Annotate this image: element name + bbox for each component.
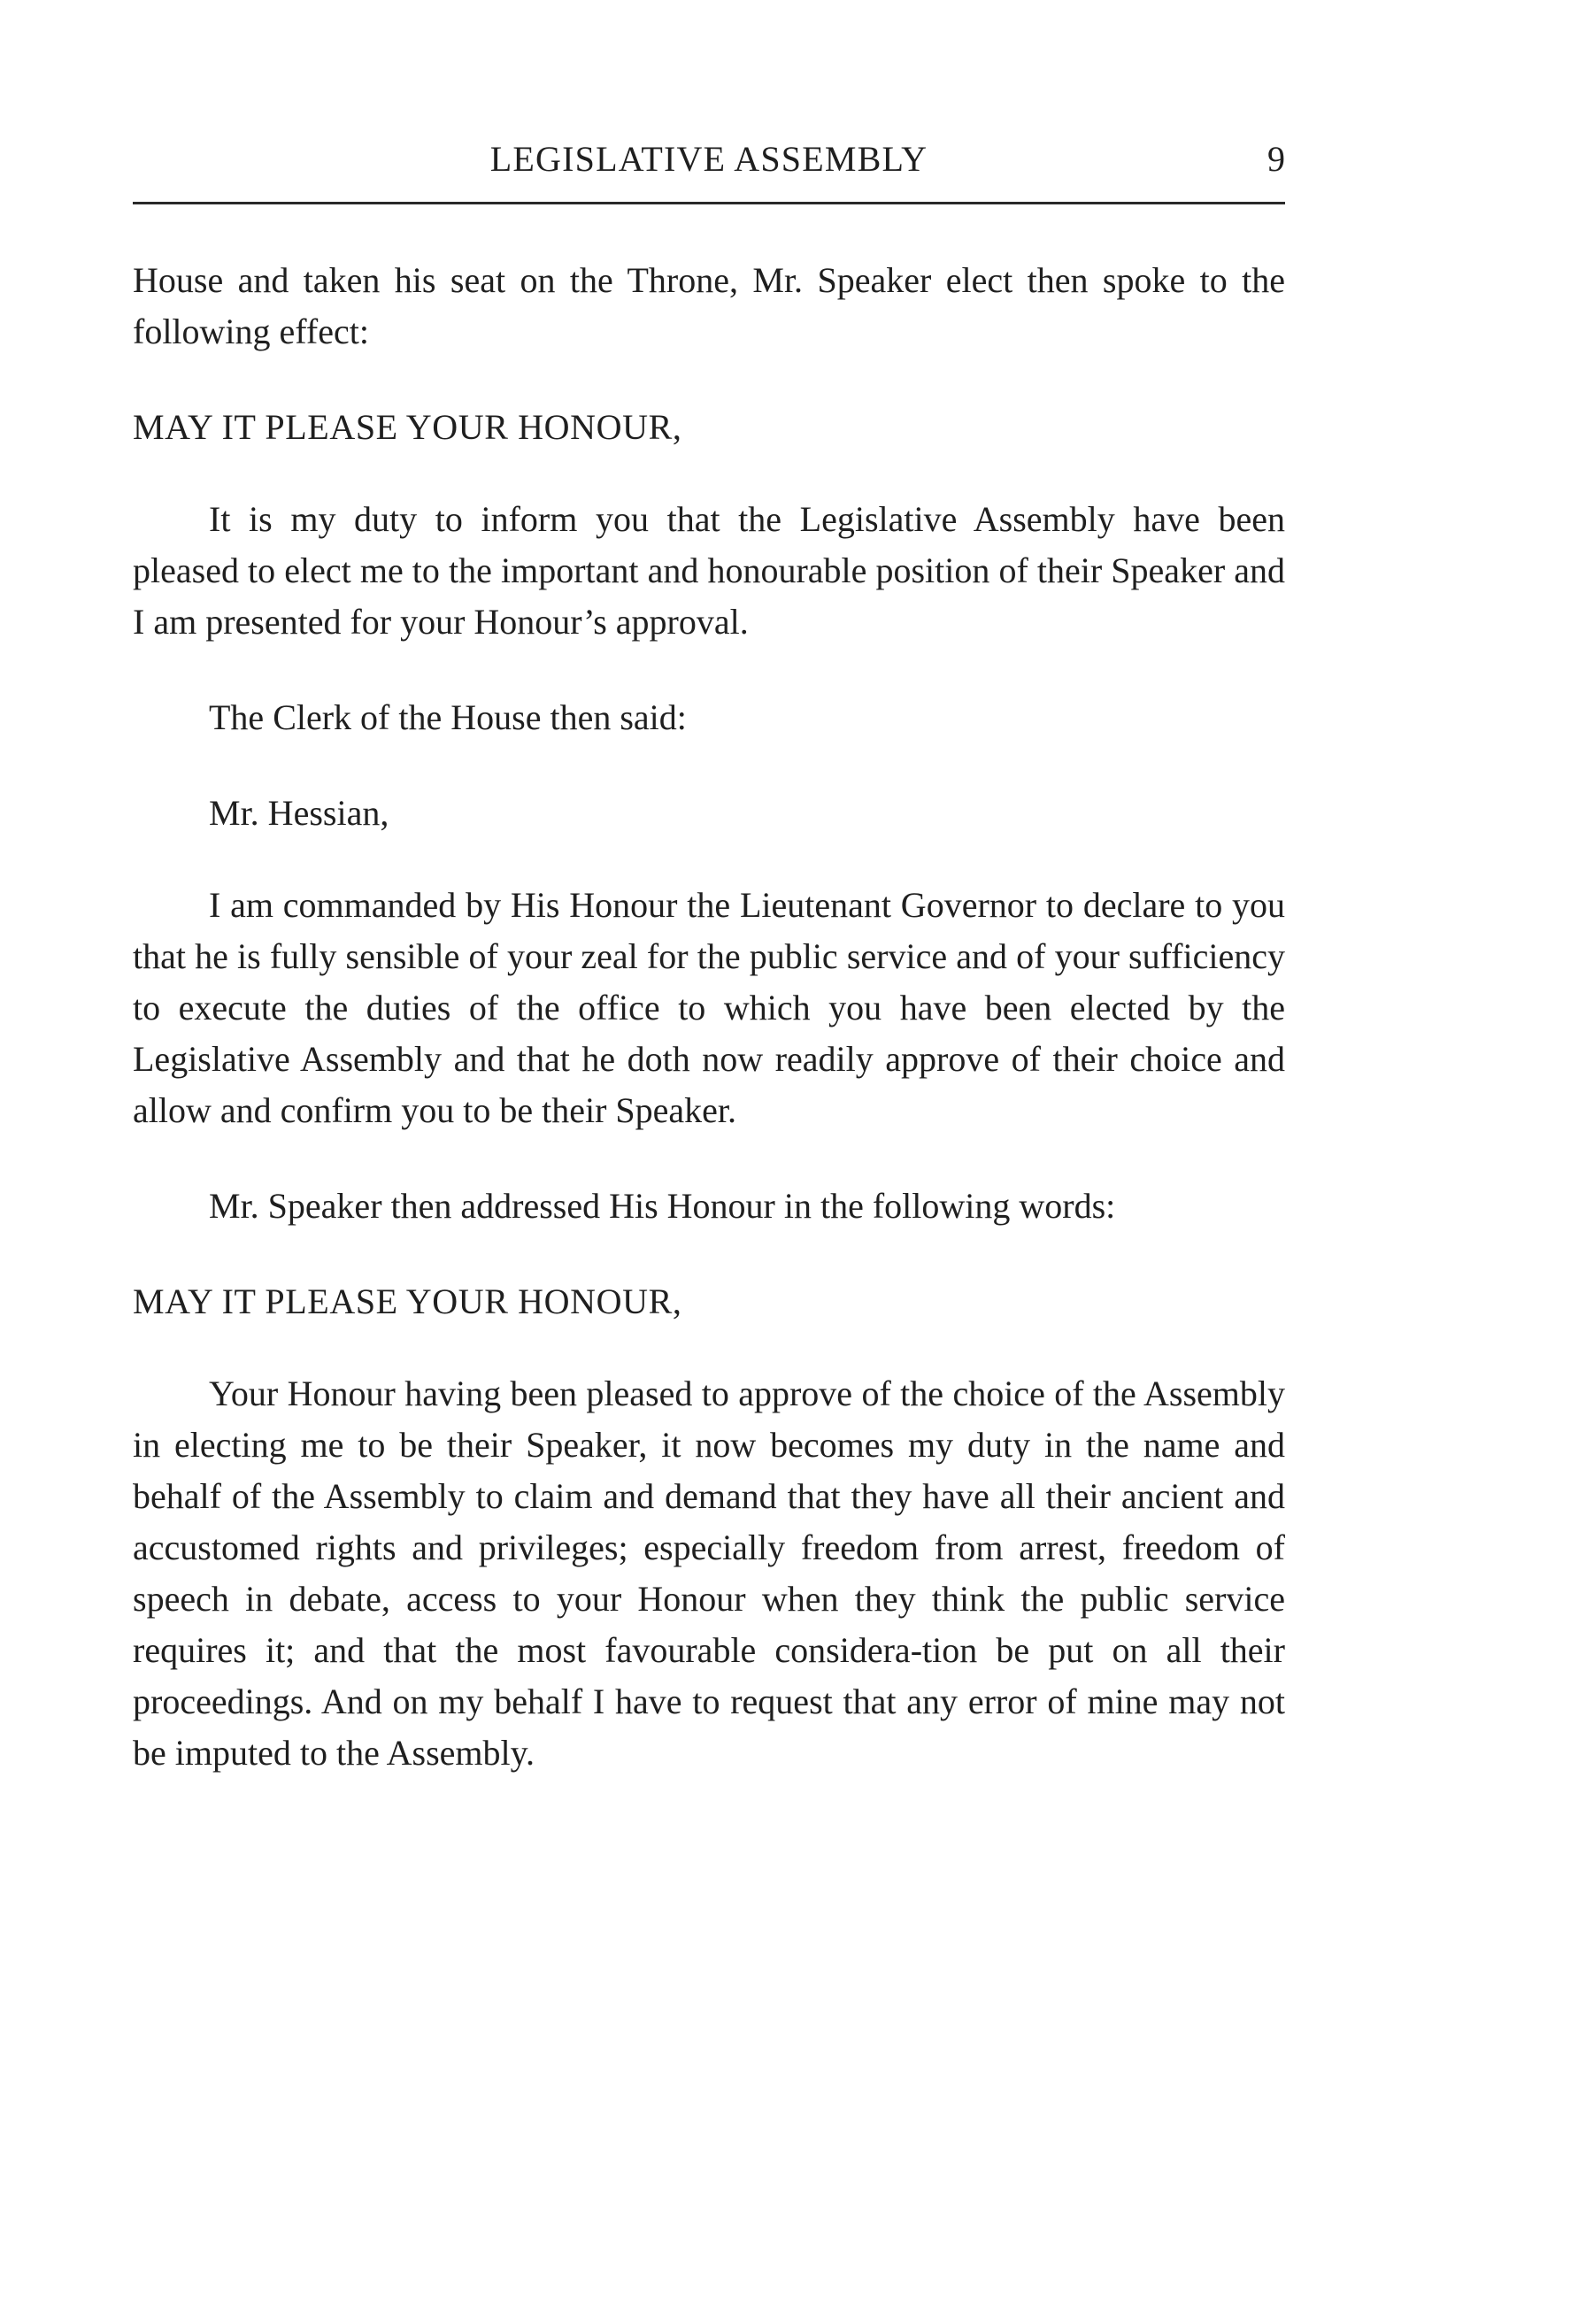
running-title: LEGISLATIVE ASSEMBLY bbox=[489, 139, 928, 179]
paragraph-continuation: House and taken his seat on the Throne, Mr. Speaker elect then spoke to the following effect: bbox=[133, 260, 1285, 351]
paragraph-clerk-said: The Clerk of the House then said: bbox=[209, 697, 687, 737]
salutation-2: MAY IT PLEASE YOUR HONOUR, bbox=[133, 1281, 682, 1321]
body-text bbox=[133, 255, 1285, 1779]
address-line: Mr. Hessian, bbox=[209, 793, 389, 833]
paragraph-claim-privileges: Your Honour having been pleased to approve of the choice of the Assembly in electing me to be their Speaker, it now becomes my duty in the name and behalf of the Assembly to claim and demand that they have all their ancient and accustomed rights and privileges; especially freedom from arrest, freedom of speech in debate, access to your Honour when they think the public service requires it; and that the most favourable considera-tion be put on all their proceedings. And on my behalf I have to request that any error of mine may not be imputed to the Assembly. bbox=[133, 1374, 1285, 1773]
page-number: 9 bbox=[1267, 139, 1285, 179]
paragraph-speaker-addressed: Mr. Speaker then addressed His Honour in the following words: bbox=[209, 1186, 1116, 1226]
salutation-1: MAY IT PLEASE YOUR HONOUR, bbox=[133, 407, 682, 447]
paragraph-speaker-presentation: It is my duty to inform you that the Legislative Assembly have been pleased to elect me to the important and honourable position of their Speaker and I am presented for your Honour’s approval. bbox=[133, 499, 1285, 642]
paragraph-approval: I am commanded by His Honour the Lieutenant Governor to declare to you that he is fully sensible of your zeal for the public service and of your sufficiency to execute the duties of the office to which you have been elected by the Legislative Assembly and that he doth now readily approve of their choice and allow and confirm you to be their Speaker. bbox=[133, 885, 1285, 1130]
running-header bbox=[133, 138, 1285, 191]
header-rule bbox=[133, 202, 1285, 204]
